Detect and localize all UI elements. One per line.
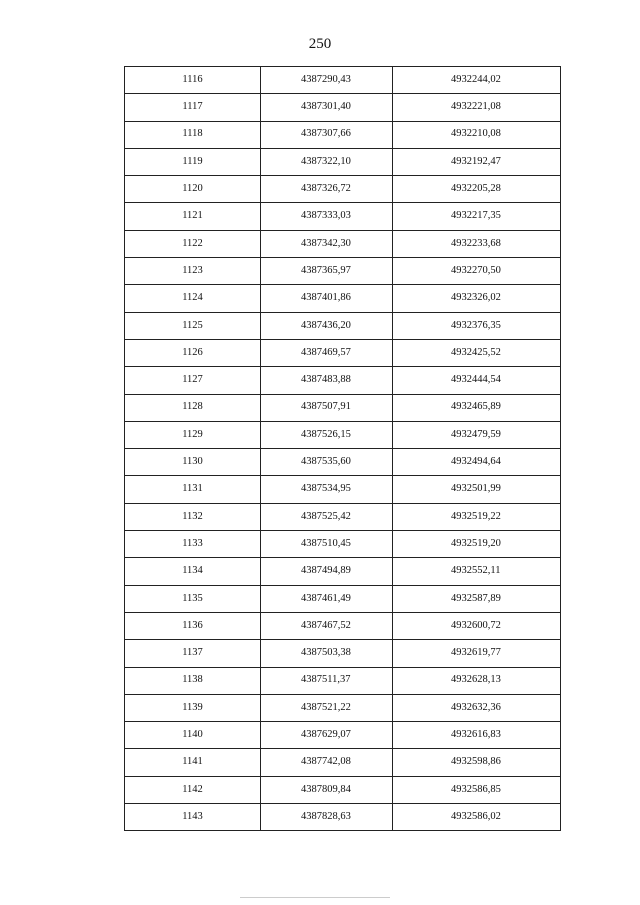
table-row: [125, 421, 561, 448]
point-number: 1121: [125, 203, 261, 230]
table-row: [125, 531, 561, 558]
point-number: 1131: [125, 476, 261, 503]
x-coordinate: 4387307,66: [261, 121, 393, 148]
table-row: [125, 722, 561, 749]
table-row: [125, 585, 561, 612]
x-coordinate: 4387401,86: [261, 285, 393, 312]
point-number: 1118: [125, 121, 261, 148]
table-row: [125, 667, 561, 694]
table-row: [125, 148, 561, 175]
table-row: [125, 503, 561, 530]
y-coordinate: 4932600,72: [393, 612, 561, 639]
x-coordinate: 4387828,63: [261, 804, 393, 831]
table-row: [125, 558, 561, 585]
y-coordinate: 4932586,02: [393, 804, 561, 831]
point-number: 1117: [125, 94, 261, 121]
x-coordinate: 4387469,57: [261, 339, 393, 366]
x-coordinate: 4387510,45: [261, 531, 393, 558]
x-coordinate: 4387507,91: [261, 394, 393, 421]
y-coordinate: 4932326,02: [393, 285, 561, 312]
y-coordinate: 4932425,52: [393, 339, 561, 366]
x-coordinate: 4387290,43: [261, 67, 393, 94]
point-number: 1129: [125, 421, 261, 448]
x-coordinate: 4387526,15: [261, 421, 393, 448]
y-coordinate: 4932376,35: [393, 312, 561, 339]
point-number: 1122: [125, 230, 261, 257]
table-row: [125, 285, 561, 312]
x-coordinate: 4387503,38: [261, 640, 393, 667]
point-number: 1116: [125, 67, 261, 94]
x-coordinate: 4387461,49: [261, 585, 393, 612]
point-number: 1125: [125, 312, 261, 339]
page-number: 250: [308, 36, 332, 52]
y-coordinate: 4932587,89: [393, 585, 561, 612]
y-coordinate: 4932501,99: [393, 476, 561, 503]
point-number: 1138: [125, 667, 261, 694]
y-coordinate: 4932494,64: [393, 449, 561, 476]
y-coordinate: 4932244,02: [393, 67, 561, 94]
table-row: [125, 694, 561, 721]
point-number: 1139: [125, 694, 261, 721]
point-number: 1142: [125, 776, 261, 803]
x-coordinate: 4387322,10: [261, 148, 393, 175]
y-coordinate: 4932221,08: [393, 94, 561, 121]
point-number: 1135: [125, 585, 261, 612]
y-coordinate: 4932632,36: [393, 694, 561, 721]
coordinates-table: [124, 66, 561, 831]
table-row: [125, 640, 561, 667]
x-coordinate: 4387326,72: [261, 176, 393, 203]
y-coordinate: 4932616,83: [393, 722, 561, 749]
table-row: [125, 476, 561, 503]
point-number: 1128: [125, 394, 261, 421]
table-row: [125, 121, 561, 148]
x-coordinate: 4387365,97: [261, 258, 393, 285]
y-coordinate: 4932210,08: [393, 121, 561, 148]
x-coordinate: 4387629,07: [261, 722, 393, 749]
y-coordinate: 4932552,11: [393, 558, 561, 585]
x-coordinate: 4387342,30: [261, 230, 393, 257]
point-number: 1132: [125, 503, 261, 530]
table-row: [125, 67, 561, 94]
table-row: [125, 612, 561, 639]
table-row: [125, 804, 561, 831]
x-coordinate: 4387742,08: [261, 749, 393, 776]
x-coordinate: 4387809,84: [261, 776, 393, 803]
table-row: [125, 367, 561, 394]
y-coordinate: 4932233,68: [393, 230, 561, 257]
x-coordinate: 4387494,89: [261, 558, 393, 585]
point-number: 1120: [125, 176, 261, 203]
y-coordinate: 4932217,35: [393, 203, 561, 230]
y-coordinate: 4932192,47: [393, 148, 561, 175]
y-coordinate: 4932479,59: [393, 421, 561, 448]
coordinates-table-body: [125, 67, 561, 831]
table-row: [125, 258, 561, 285]
table-row: [125, 94, 561, 121]
point-number: 1124: [125, 285, 261, 312]
table-row: [125, 176, 561, 203]
x-coordinate: 4387535,60: [261, 449, 393, 476]
x-coordinate: 4387436,20: [261, 312, 393, 339]
y-coordinate: 4932444,54: [393, 367, 561, 394]
table-row: [125, 312, 561, 339]
x-coordinate: 4387525,42: [261, 503, 393, 530]
y-coordinate: 4932519,22: [393, 503, 561, 530]
point-number: 1119: [125, 148, 261, 175]
point-number: 1136: [125, 612, 261, 639]
x-coordinate: 4387301,40: [261, 94, 393, 121]
table-row: [125, 449, 561, 476]
point-number: 1134: [125, 558, 261, 585]
point-number: 1141: [125, 749, 261, 776]
x-coordinate: 4387483,88: [261, 367, 393, 394]
point-number: 1126: [125, 339, 261, 366]
point-number: 1123: [125, 258, 261, 285]
table-row: [125, 339, 561, 366]
x-coordinate: 4387521,22: [261, 694, 393, 721]
table-row: [125, 394, 561, 421]
table-row: [125, 230, 561, 257]
point-number: 1143: [125, 804, 261, 831]
page-bottom-rule: [240, 897, 390, 898]
y-coordinate: 4932628,13: [393, 667, 561, 694]
y-coordinate: 4932586,85: [393, 776, 561, 803]
y-coordinate: 4932619,77: [393, 640, 561, 667]
y-coordinate: 4932270,50: [393, 258, 561, 285]
y-coordinate: 4932465,89: [393, 394, 561, 421]
table-row: [125, 776, 561, 803]
point-number: 1130: [125, 449, 261, 476]
y-coordinate: 4932598,86: [393, 749, 561, 776]
point-number: 1133: [125, 531, 261, 558]
point-number: 1140: [125, 722, 261, 749]
x-coordinate: 4387333,03: [261, 203, 393, 230]
x-coordinate: 4387534,95: [261, 476, 393, 503]
x-coordinate: 4387467,52: [261, 612, 393, 639]
table-row: [125, 203, 561, 230]
y-coordinate: 4932205,28: [393, 176, 561, 203]
point-number: 1127: [125, 367, 261, 394]
table-row: [125, 749, 561, 776]
x-coordinate: 4387511,37: [261, 667, 393, 694]
y-coordinate: 4932519,20: [393, 531, 561, 558]
point-number: 1137: [125, 640, 261, 667]
